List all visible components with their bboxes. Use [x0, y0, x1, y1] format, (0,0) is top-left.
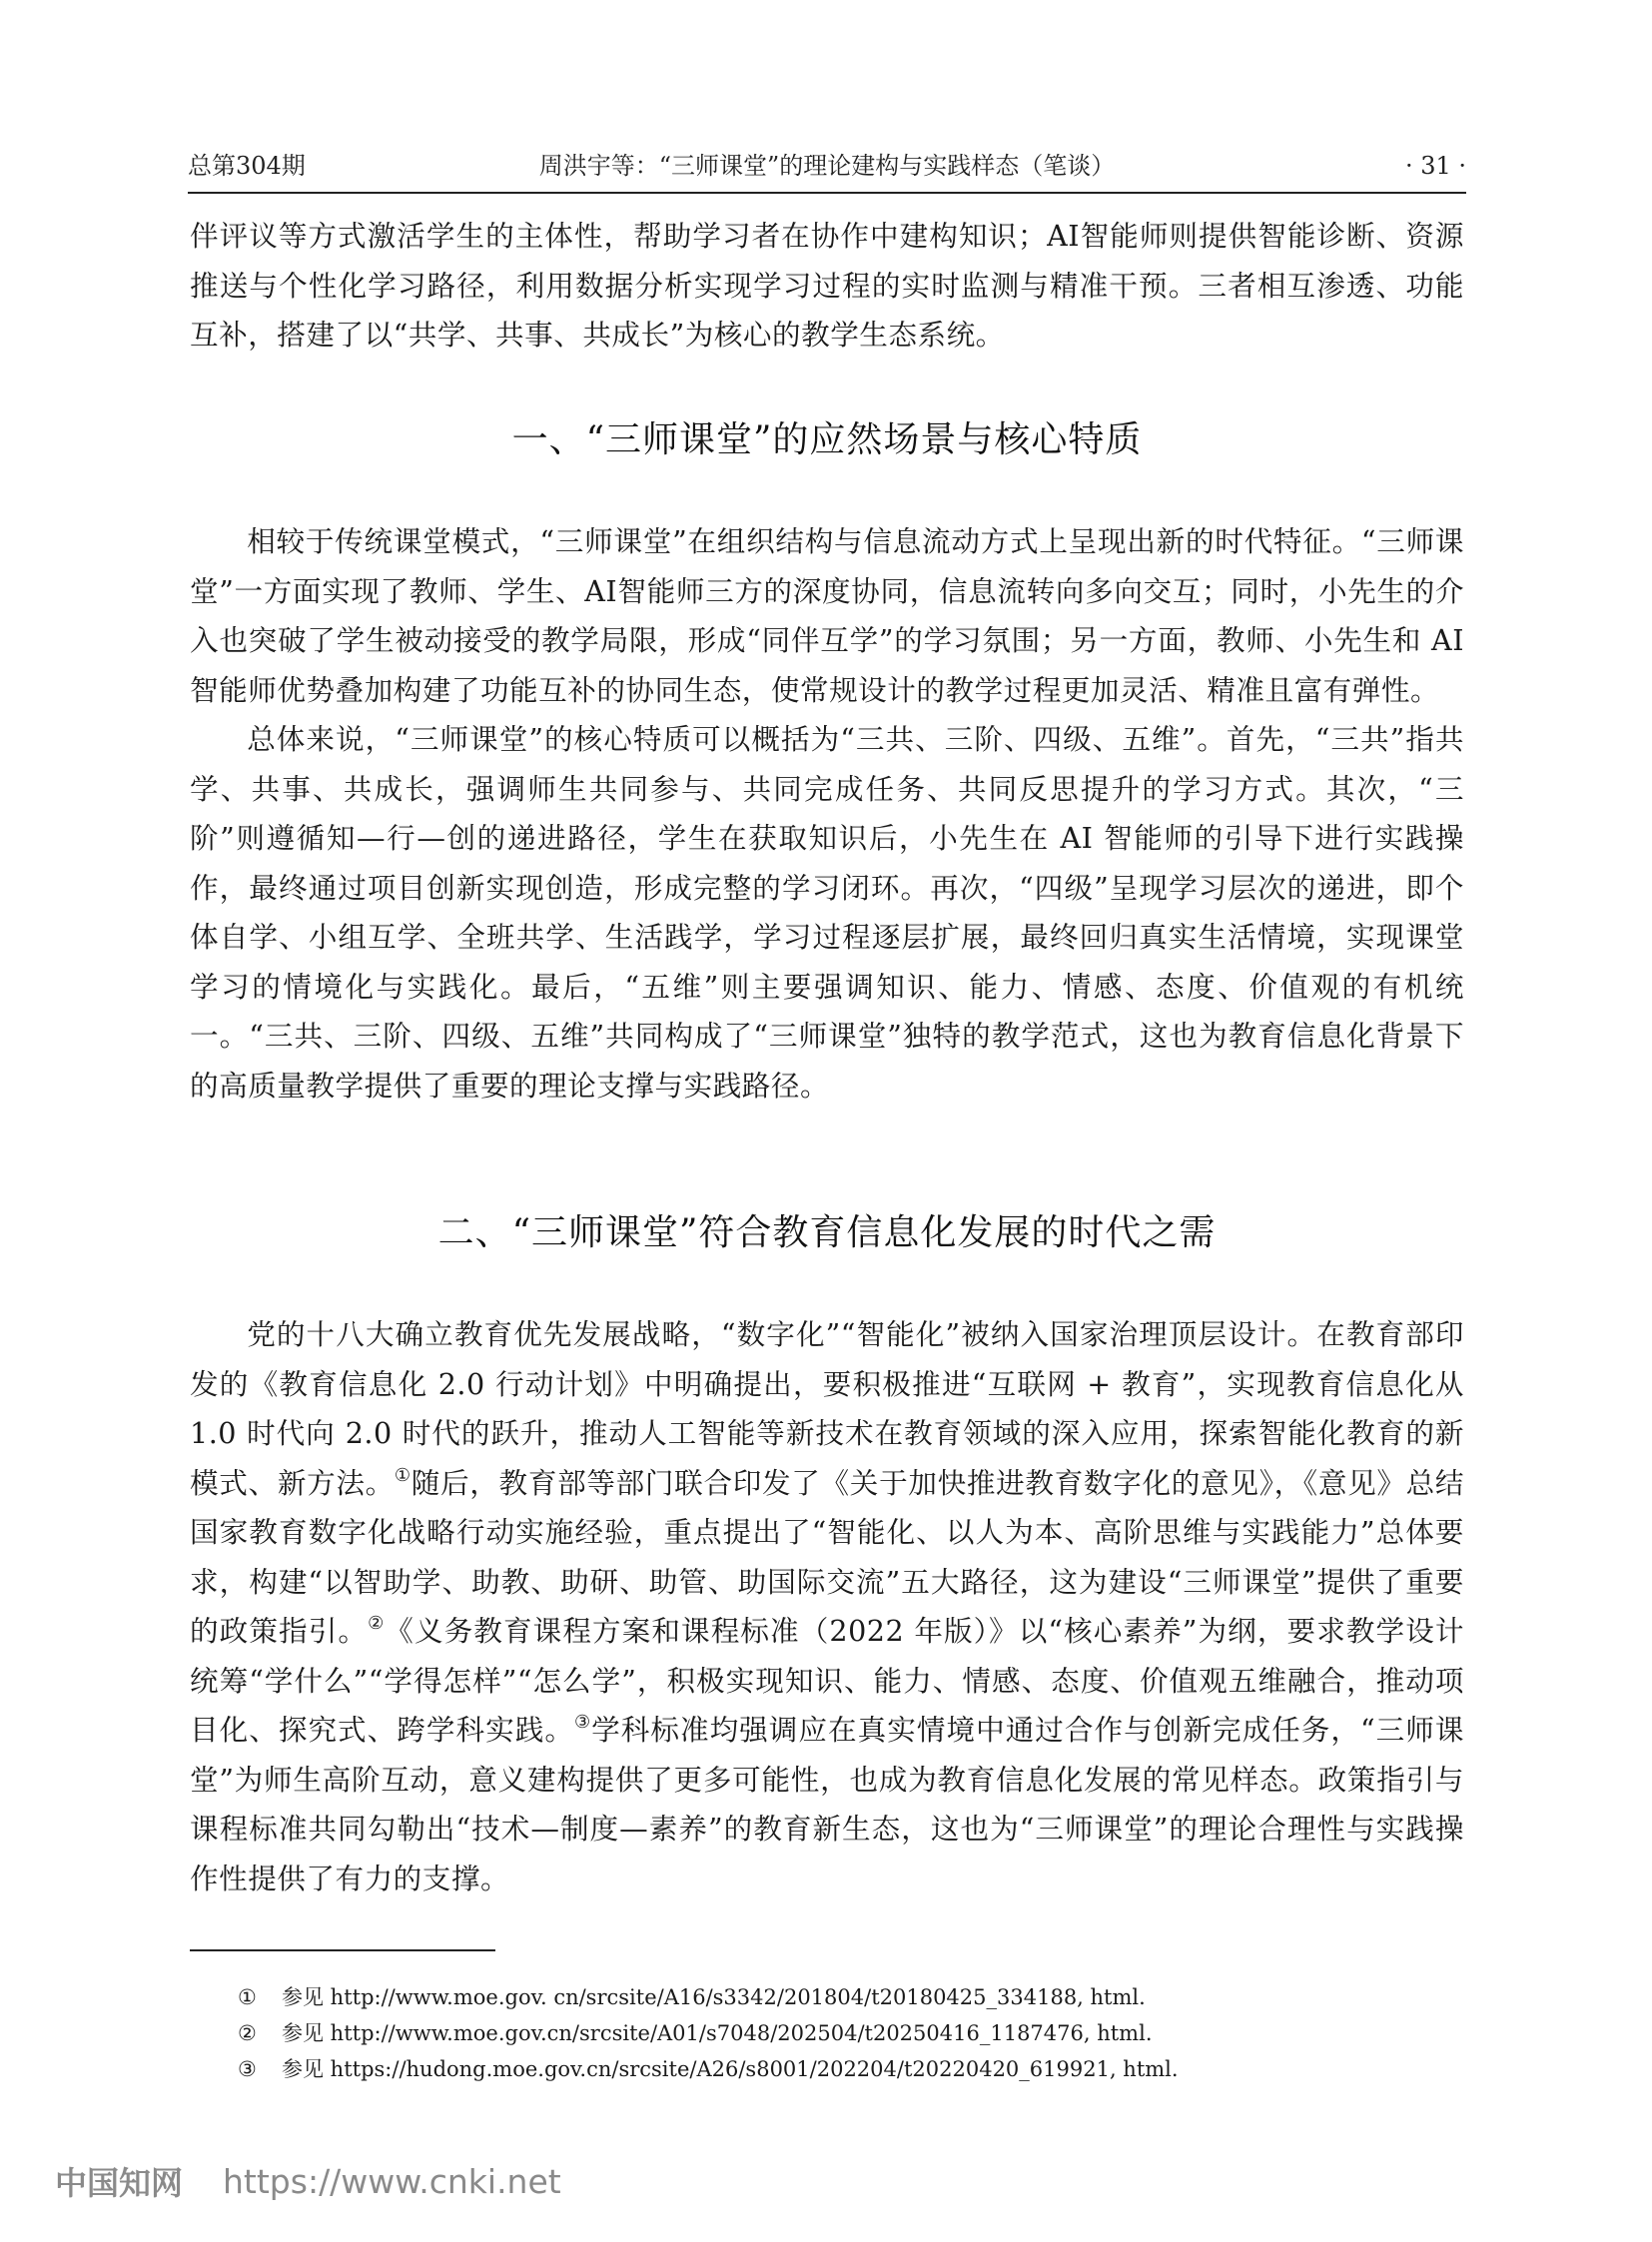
intro-continuation — [190, 212, 1464, 361]
issue-number: 总第304期 — [188, 152, 306, 180]
footnote-ref-1[interactable]: ① — [394, 1464, 412, 1486]
section-2-text-part-4: 学科标准均强调应在真实情境中通过合作与创新完成任务，“三师课堂”为师生高阶互动，意义建构提供了更多可能性，也成为教育信息化发展的常见样态。政策指引与课程标准共同勾勒出“技术—制度—素养”的教育新生态，这也为“三师课堂”的理论合理性与实践操作性提供了有力的支撑。 — [190, 1713, 1464, 1895]
section-2-heading: 二、“三师课堂”符合教育信息化发展的时代之需 — [437, 1212, 1217, 1253]
footnote-text: 参见 https://hudong.moe.gov.cn/srcsite/A26/s8001/202204/t20220420_619921, html. — [282, 2057, 1179, 2081]
watermark-brand: 中国知网 — [55, 2164, 184, 2202]
footnote-ref-2[interactable]: ② — [368, 1613, 386, 1634]
section-1-body — [190, 517, 1464, 1111]
footnote-mark: ① — [238, 1985, 257, 2009]
footnote-text: 参见 http://www.moe.gov.cn/srcsite/A01/s7048/202504/t20250416_1187476, html. — [282, 2021, 1153, 2045]
section-2-text-part-3: 《义务教育课程方案和课程标准（2022 年版）》以“核心素养”为纲，要求教学设计统筹“学什么”“学得怎样”“怎么学”，积极实现知识、能力、情感、态度、价值观五维融合，推动项目化、探究式、跨学科实践。 — [190, 1614, 1464, 1747]
running-header — [188, 146, 1466, 188]
cnki-watermark — [55, 2157, 561, 2205]
footnote-text: 参见 http://www.moe.gov. cn/srcsite/A16/s3342/201804/t20180425_334188, html. — [282, 1985, 1146, 2009]
footnote-mark: ③ — [238, 2057, 257, 2081]
section-2-text-part-1: 党的十八大确立教育优先发展战略，“数字化”“智能化”被纳入国家治理顶层设计。在教育部印发的《教育信息化 2.0 行动计划》中明确提出，要积极推进“互联网 + 教育”，实现教育信息化从 1.0 时代向 2.0 时代的跃升，推动人工智能等新技术在教育领域的深入应用，探索智能化教育的新模式、新方法。 — [190, 1317, 1464, 1500]
header-rule — [188, 192, 1466, 194]
running-title: 周洪宇等：“三师课堂”的理论建构与实践样态（笔谈） — [538, 152, 1116, 180]
section-2-paragraph — [190, 1310, 1464, 1903]
section-2-text-part-2: 随后，教育部等部门联合印发了《关于加快推进教育数字化的意见》，《意见》总结国家教育数字化战略行动实施经验，重点提出了“智能化、以人为本、高阶思维与实践能力”总体要求，构建“以智助学、助教、助研、助管、助国际交流”五大路径，这为建设“三师课堂”提供了重要的政策指引。 — [190, 1465, 1464, 1648]
section-1-paragraph-1: 相较于传统课堂模式，“三师课堂”在组织结构与信息流动方式上呈现出新的时代特征。“三师课堂”一方面实现了教师、学生、AI智能师三方的深度协同，信息流转向多向交互；同时，小先生的介入也突破了学生被动接受的教学局限，形成“同伴互学”的学习氛围；另一方面，教师、小先生和 AI 智能师优势叠加构建了功能互补的协同生态，使常规设计的教学过程更加灵活、精准且富有弹性。 — [190, 524, 1464, 707]
footnotes — [238, 1979, 1436, 2087]
footnote-rule — [190, 1949, 495, 1951]
footnote-ref-3[interactable]: ③ — [573, 1712, 592, 1733]
footnote-item — [238, 2051, 1436, 2087]
footnote-mark: ② — [238, 2021, 257, 2045]
footnote-item — [238, 1979, 1436, 2015]
section-1-heading: 一、“三师课堂”的应然场景与核心特质 — [511, 419, 1143, 460]
section-1-paragraph-2: 总体来说，“三师课堂”的核心特质可以概括为“三共、三阶、四级、五维”。首先，“三共”指共学、共事、共成长，强调师生共同参与、共同完成任务、共同反思提升的学习方式。其次，“三阶”则遵循知—行—创的递进路径，学生在获取知识后，小先生在 AI 智能师的引导下进行实践操作，最终通过项目创新实现创造，形成完整的学习闭环。再次，“四级”呈现学习层次的递进，即个体自学、小组互学、全班共学、生活践学，学习过程逐层扩展，最终回归真实生活情境，实现课堂学习的情境化与实践化。最后，“五维”则主要强调知识、能力、情感、态度、价值观的有机统一。“三共、三阶、四级、五维”共同构成了“三师课堂”独特的教学范式，这也为教育信息化背景下的高质量教学提供了重要的理论支撑与实践路径。 — [190, 722, 1464, 1103]
section-2-body — [190, 1310, 1464, 1903]
footnote-item — [238, 2015, 1436, 2051]
watermark-url: https://www.cnki.net — [223, 2161, 561, 2201]
page-number: · 31 · — [1404, 152, 1466, 180]
intro-paragraph: 伴评议等方式激活学生的主体性，帮助学习者在协作中建构知识；AI智能师则提供智能诊断、资源推送与个性化学习路径，利用数据分析实现学习过程的实时监测与精准干预。三者相互渗透、功能互补，搭建了以“共学、共事、共成长”为核心的教学生态系统。 — [190, 219, 1464, 352]
